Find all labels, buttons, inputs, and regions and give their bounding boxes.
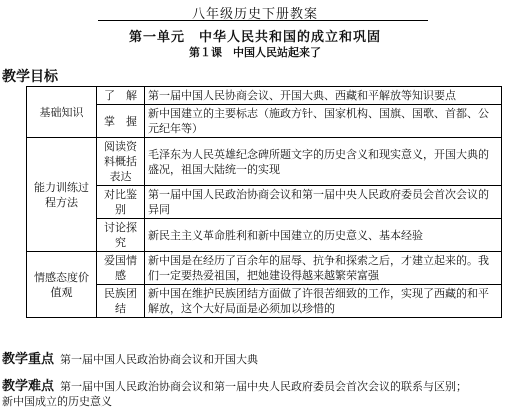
content-cell: 新民主主义革命胜利和新中国建立的历史意义、基本经验	[145, 219, 502, 252]
content-cell: 新中国在维护民族团结方面做了许很苦细致的工作，实现了西藏的和平解放，这个大好局面是必须加以珍惜的	[145, 285, 502, 318]
focus-heading: 教学重点	[2, 352, 55, 367]
content-cell: 第一届中国人民政治协商会议和第一届中央人民政府委员会首次会议的异同	[145, 186, 502, 219]
subcategory-cell: 爱国情感	[97, 252, 145, 285]
content-cell: 新中国是在经历了百余年的屈辱、抗争和探索之后，才建立起来的。我们一定要热爱祖国，把她建设得越来越繁荣富强	[145, 252, 502, 285]
difficulty-heading: 教学难点	[2, 379, 55, 394]
category-cell: 情感态度价值观	[27, 252, 97, 318]
goals-table	[26, 86, 502, 318]
table-row	[27, 138, 502, 186]
content-cell: 第一届中国人民协商会议、开国大典、西藏和平解放等知识要点	[145, 87, 502, 105]
difficulty-section	[2, 375, 467, 394]
table-row	[27, 186, 502, 219]
difficulty-content-line2: 新中国成立的历史意义	[2, 395, 112, 408]
lesson-title: 第１课 中国人民站起来了	[189, 46, 321, 59]
difficulty-content: 第一届中国人民政治协商会议和第一届中央人民政府委员会首次会议的联系与区别；	[60, 380, 468, 393]
document-header: 八年级历史下册教案	[191, 7, 318, 22]
subcategory-cell: 了 解	[97, 87, 145, 105]
table-row	[27, 219, 502, 252]
table-row	[27, 252, 502, 285]
subcategory-cell: 掌 握	[97, 105, 145, 138]
focus-section	[2, 348, 258, 367]
table-row	[27, 87, 502, 105]
content-cell: 毛泽东为人民英雄纪念碑所题文字的历史含义和现实意义，开国大典的盛况，祖国大陆统一的实现	[145, 138, 502, 186]
category-cell: 能力训练过程方法	[27, 138, 97, 252]
subcategory-cell: 讨论探究	[97, 219, 145, 252]
goals-heading: 教学目标	[2, 69, 58, 85]
table-row	[27, 105, 502, 138]
header-divider	[98, 20, 428, 21]
table-row	[27, 285, 502, 318]
subcategory-cell: 对比鉴别	[97, 186, 145, 219]
content-cell: 新中国建立的主要标志（施政方针、国家机构、国旗、国歌、首都、公元纪年等）	[145, 105, 502, 138]
category-cell: 基础知识	[27, 87, 97, 138]
subcategory-cell: 阅读资料概括表达	[97, 138, 145, 186]
unit-title: 第一单元 中华人民共和国的成立和巩固	[128, 30, 381, 45]
focus-content: 第一届中国人民政治协商会议和开国大典	[60, 353, 259, 366]
subcategory-cell: 民族团结	[97, 285, 145, 318]
